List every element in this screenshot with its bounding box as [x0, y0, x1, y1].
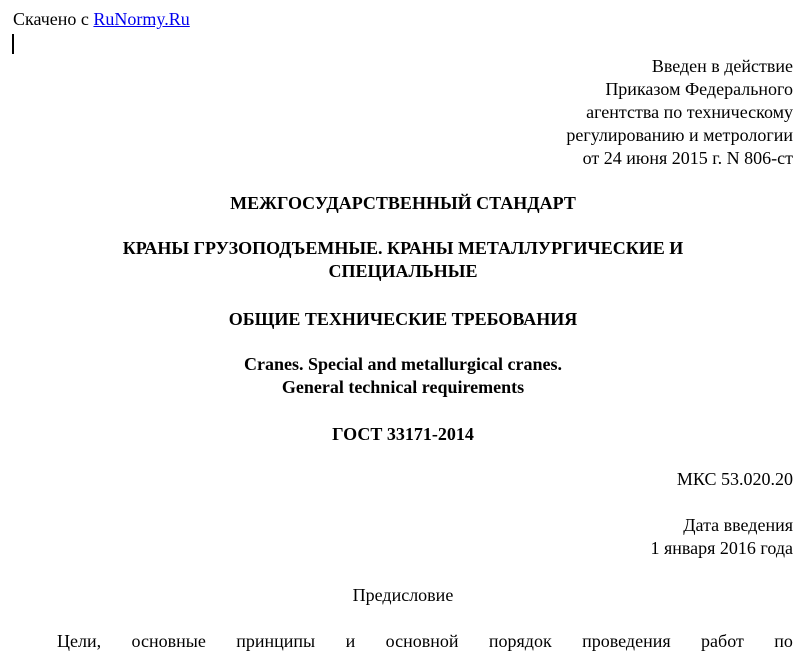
title-ru-line: КРАНЫ ГРУЗОПОДЪЕМНЫЕ. КРАНЫ МЕТАЛЛУРГИЧЕСКИЕ И: [122, 238, 684, 258]
approval-line: Приказом Федерального: [605, 79, 793, 99]
title-ru-line: СПЕЦИАЛЬНЫЕ: [328, 261, 478, 281]
standard-number: ГОСТ 33171-2014: [332, 424, 474, 444]
body-word: принципы: [236, 631, 316, 651]
effective-date-block: [650, 514, 793, 560]
title-ru: [0, 237, 799, 283]
title-en-line: Cranes. Special and metallurgical cranes.: [244, 354, 562, 374]
body-word: проведения: [582, 631, 671, 651]
body-word: по: [774, 631, 793, 651]
subtitle-ru: ОБЩИЕ ТЕХНИЧЕСКИЕ ТРЕБОВАНИЯ: [228, 309, 578, 329]
title-en-line: General technical requirements: [281, 377, 525, 397]
body-word: порядок: [488, 631, 552, 651]
approval-line: Введен в действие: [651, 56, 793, 76]
body-word: основной: [385, 631, 459, 651]
effective-date-label: Дата введения: [683, 515, 793, 535]
text-cursor: [12, 34, 14, 54]
approval-line: регулированию и метрологии: [566, 125, 793, 145]
title-en: [0, 353, 799, 399]
approval-line: от 24 июня 2015 г. N 806-ст: [582, 148, 793, 168]
preface-heading: Предисловие: [352, 585, 454, 605]
approval-block: [566, 55, 793, 170]
body-word: основные: [131, 631, 206, 651]
body-word: работ: [701, 631, 744, 651]
body-word: и: [345, 631, 356, 651]
source-line: [13, 8, 190, 31]
source-link[interactable]: RuNormy.Ru: [93, 9, 190, 29]
mks-code: МКС 53.020.20: [676, 469, 793, 489]
source-prefix: Скачено с: [13, 9, 89, 29]
effective-date-value: 1 января 2016 года: [650, 538, 793, 558]
interstate-standard-heading: МЕЖГОСУДАРСТВЕННЫЙ СТАНДАРТ: [230, 193, 576, 213]
body-word: Цели,: [57, 631, 102, 651]
approval-line: агентства по техническому: [586, 102, 793, 122]
